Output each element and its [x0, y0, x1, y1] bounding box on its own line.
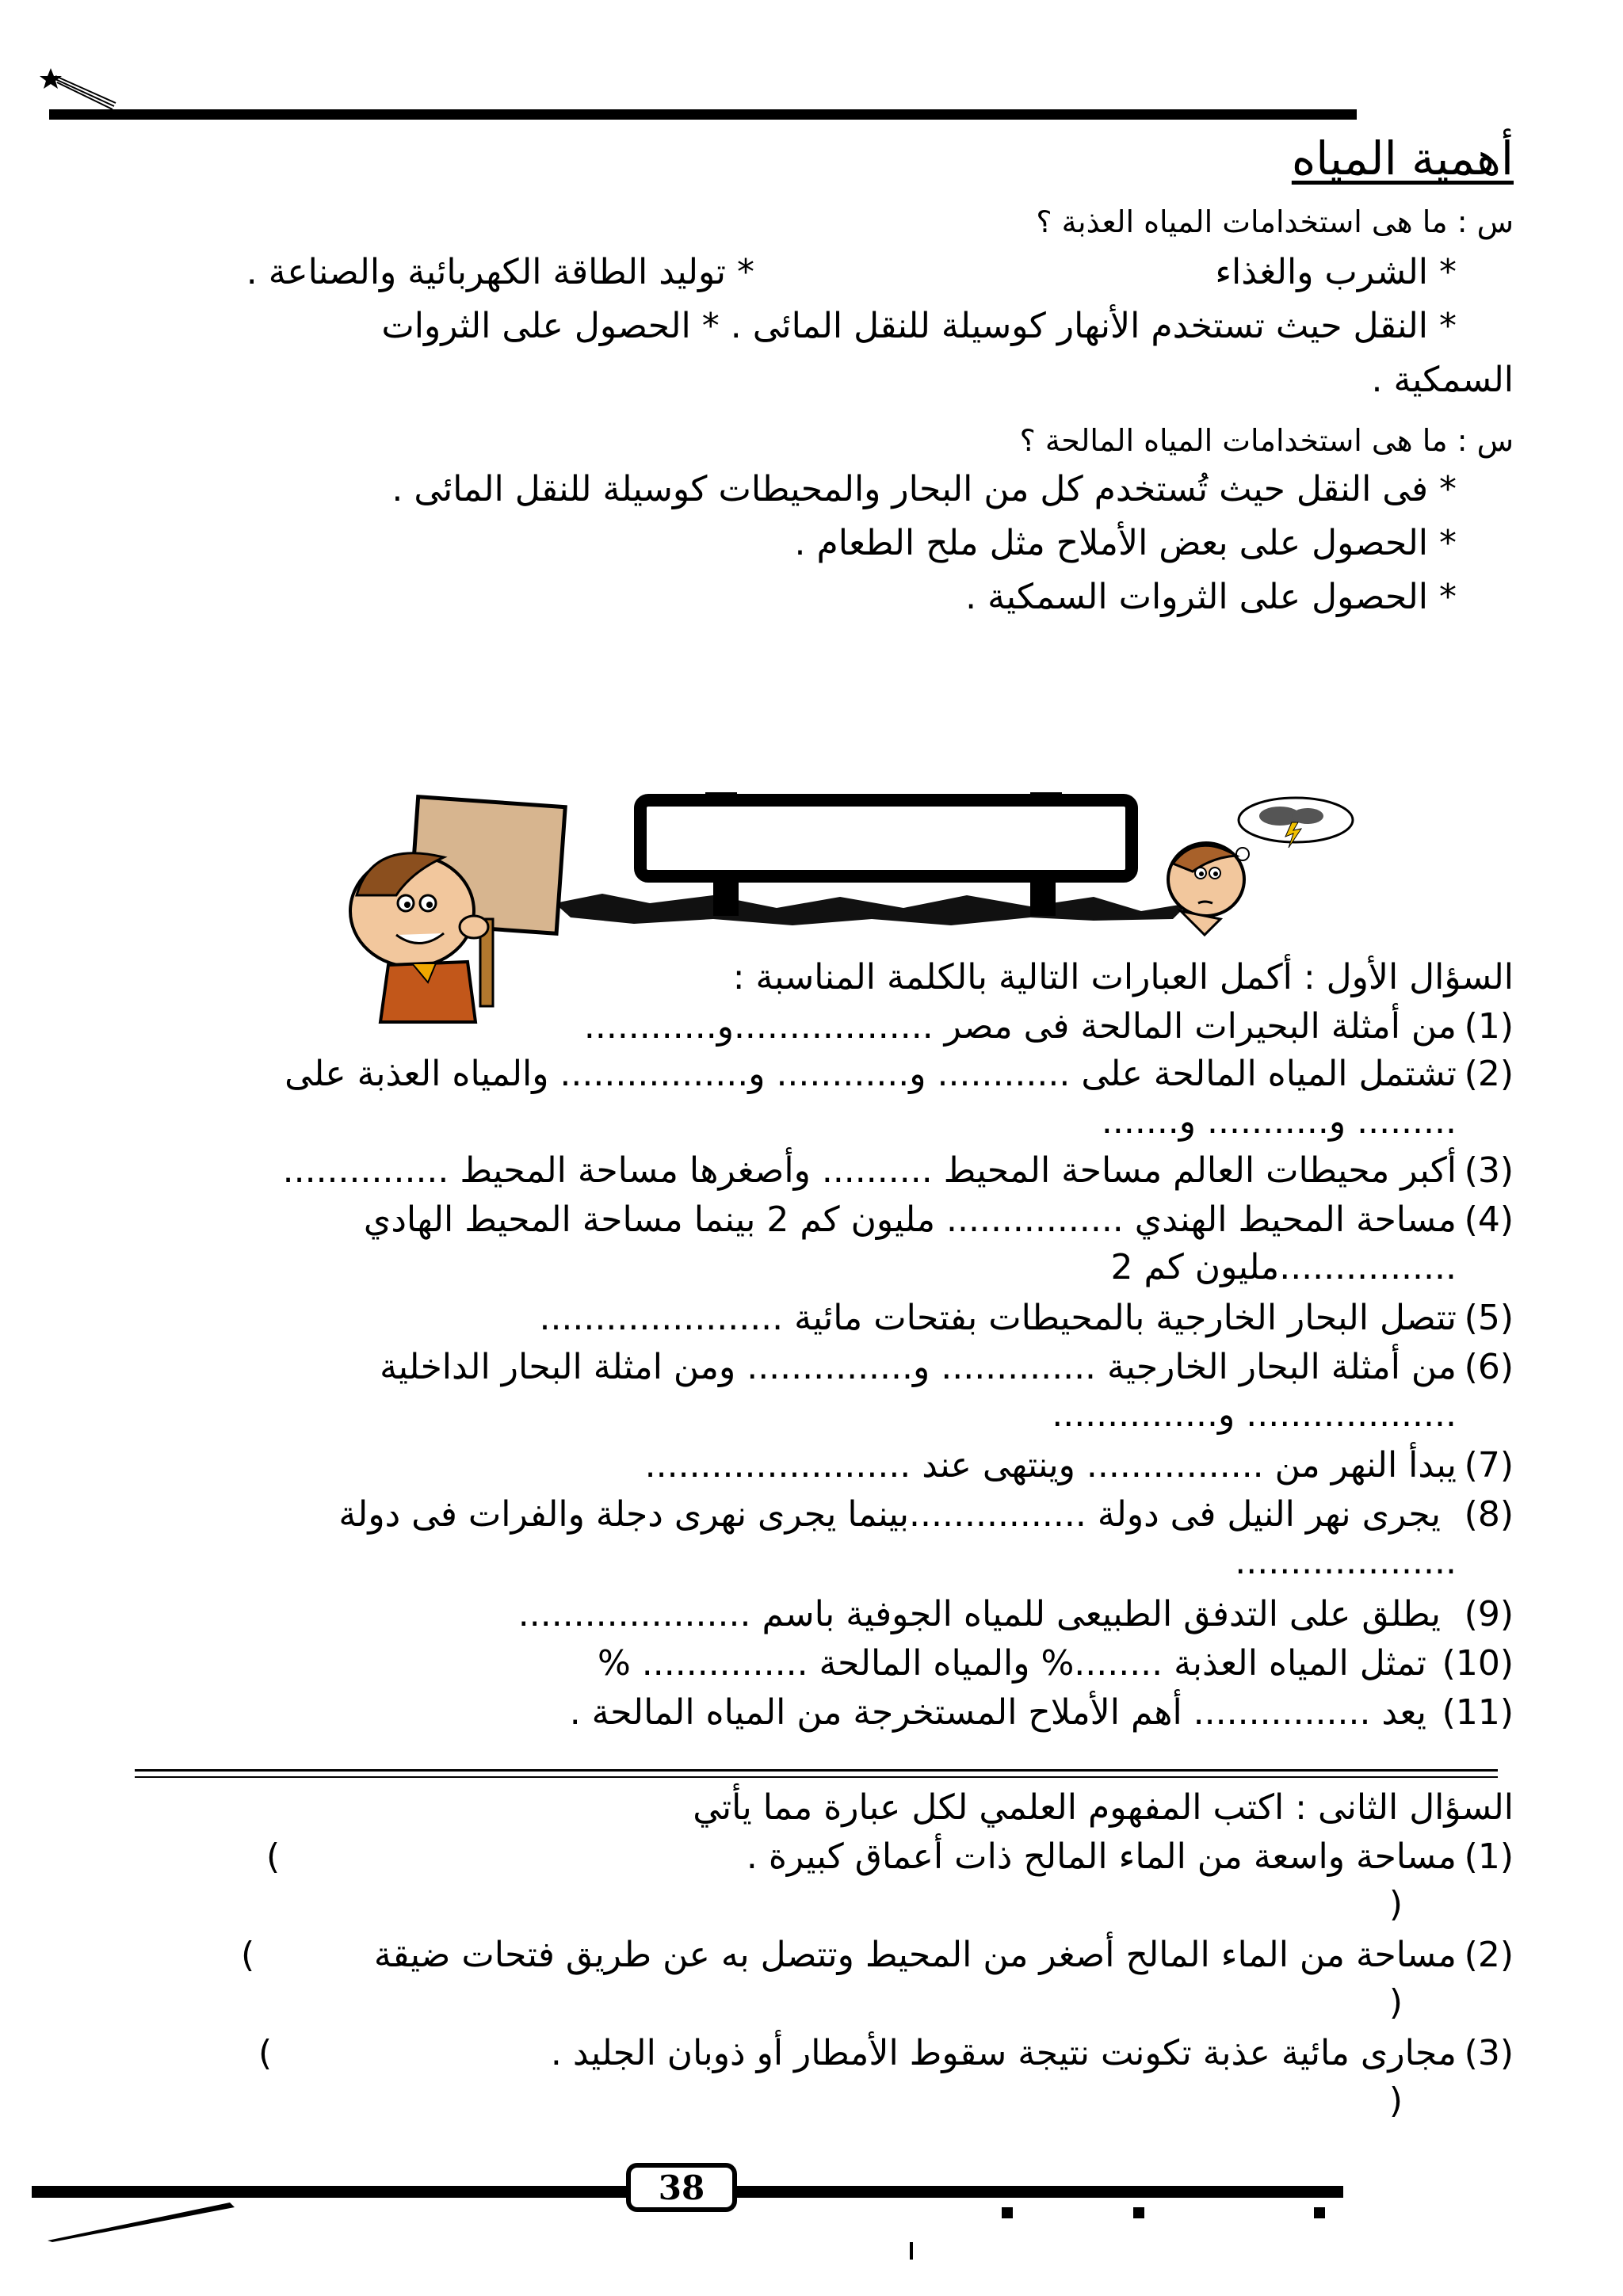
q1-item-continuation: .................... — [1235, 1542, 1457, 1582]
cartoon-illustration — [0, 784, 1623, 1038]
q1-heading: السؤال الأول : أكمل العبارات التالية بالكلمة المناسبة : — [732, 957, 1514, 997]
q1-item-number: (4) — [1464, 1199, 1514, 1240]
page-number-box — [626, 2163, 737, 2212]
fresh-answer-line-3: السمكية . — [1371, 360, 1514, 400]
section-divider — [135, 1769, 1498, 1772]
q1-item — [0, 1150, 1623, 1198]
answer-close-bracket: ) — [1388, 2081, 1403, 2121]
answer-close-bracket: ) — [1388, 1982, 1403, 2023]
footer-dot — [1002, 2207, 1013, 2218]
q1-item — [0, 1006, 1623, 1054]
footer-tick — [910, 2242, 913, 2260]
q1-item-number: (5) — [1464, 1298, 1514, 1338]
q1-item — [0, 1494, 1623, 1589]
q1-item-text: من أمثلة البحار الخارجية .............. و............... ومن امثلة البحار الداخلية — [380, 1347, 1457, 1387]
q2-item-number: (3) — [1464, 2033, 1514, 2073]
empty-sign-board — [640, 800, 1132, 876]
fresh-answer-drinking: * الشرب والغذاء — [1215, 252, 1457, 292]
q1-item-continuation: ......... و........... و....... — [1101, 1101, 1457, 1142]
q2-item — [0, 1935, 1623, 2030]
salt-answer-3: * الحصول على الثروات السمكية . — [965, 577, 1457, 617]
answer-open-bracket: ( — [258, 2033, 273, 2073]
fresh-water-question: س : ما هى استخدامات المياه العذبة ؟ — [1036, 204, 1514, 239]
top-rule — [49, 109, 1357, 120]
q1-item-text: يعد ................ أهم الأملاح المستخرجة من المياه المالحة . — [569, 1692, 1426, 1733]
answer-close-bracket: ) — [1388, 1884, 1403, 1924]
q1-item — [0, 1643, 1623, 1691]
salt-answer-1: * فى النقل حيث تُستخدم كل من البحار والمحيطات كوسيلة للنقل المائى . — [391, 469, 1457, 509]
q1-item-number: (7) — [1464, 1445, 1514, 1486]
q2-item — [0, 1836, 1623, 1932]
page-title: أهمية المياه — [1291, 132, 1514, 185]
answer-open-bracket: ( — [241, 1935, 255, 1975]
thinking-man-illustration — [1168, 798, 1353, 935]
q2-item-number: (1) — [1464, 1836, 1514, 1877]
q1-item-number: (1) — [1464, 1006, 1514, 1047]
q2-heading: السؤال الثانى : اكتب المفهوم العلمي لكل عبارة مما يأتي — [693, 1787, 1514, 1828]
q1-item — [0, 1199, 1623, 1295]
q1-item-number: (6) — [1464, 1347, 1514, 1387]
q1-item-number: (3) — [1464, 1150, 1514, 1191]
q1-item — [0, 1692, 1623, 1740]
q1-item — [0, 1054, 1623, 1149]
q2-item — [0, 2033, 1623, 2128]
salt-water-question: س : ما هى استخدامات المياه المالحة ؟ — [1019, 423, 1514, 458]
q2-item-text: مساحة من الماء المالح أصغر من المحيط وتتصل به عن طريق فتحات ضيقة — [373, 1935, 1457, 1975]
q2-item-text: مجارى مائية عذبة تكونت نتيجة سقوط الأمطار أو ذوبان الجليد . — [550, 2033, 1457, 2073]
q1-item — [0, 1594, 1623, 1642]
q1-item — [0, 1347, 1623, 1442]
answer-open-bracket: ( — [266, 1836, 281, 1877]
shooting-star-icon — [38, 62, 117, 109]
boy-holding-sign-illustration — [350, 797, 565, 1022]
q2-item-number: (2) — [1464, 1935, 1514, 1975]
q1-item-text: تتصل البحار الخارجية بالمحيطات بفتحات مائية ...................... — [539, 1298, 1457, 1338]
q1-item-number: (8) — [1464, 1494, 1514, 1535]
q1-item-number: (11) — [1442, 1692, 1514, 1733]
q1-item-continuation: ................مليون كم 2 — [1110, 1247, 1457, 1287]
q1-item-number: (10) — [1442, 1643, 1514, 1684]
q1-item-text: تشتمل المياه المالحة على ............ و............ و................. والمياه العذبة على — [285, 1054, 1457, 1094]
q1-item-text: مساحة المحيط الهندي ................ مليون كم 2 بينما مساحة المحيط الهادي — [363, 1199, 1457, 1240]
fresh-answer-electricity: * توليد الطاقة الكهربائية والصناعة . — [246, 252, 754, 292]
q1-item-text: يجرى نهر النيل فى دولة ................بينما يجرى نهرى دجلة والفرات فى دولة — [338, 1494, 1441, 1535]
q1-item-text: تمثل المياه العذبة ........% والمياه المالحة ............... % — [597, 1643, 1426, 1684]
q1-item-text: يبدأ النهر من ................ وينتهى عند ........................ — [644, 1445, 1457, 1486]
section-divider — [135, 1776, 1498, 1778]
footer-dot — [1314, 2207, 1325, 2218]
q1-item — [0, 1445, 1623, 1493]
q1-item-number: (9) — [1464, 1594, 1514, 1634]
q2-item-text: مساحة واسعة من الماء المالح ذات أعماق كبيرة . — [746, 1836, 1457, 1877]
footer-slash-decoration — [48, 2203, 238, 2242]
q1-item-continuation: ................... و............... — [1052, 1394, 1457, 1435]
q1-item-number: (2) — [1464, 1054, 1514, 1094]
q1-item-text: يطلق على التدفق الطبيعى للمياه الجوفية باسم ..................... — [517, 1594, 1441, 1634]
q1-item-text: أكبر محيطات العالم مساحة المحيط .......... وأصغرها مساحة المحيط ............... — [282, 1150, 1457, 1191]
salt-answer-2: * الحصول على بعض الأملاح مثل ملح الطعام . — [794, 523, 1457, 563]
fresh-answer-line-2: * النقل حيث تستخدم الأنهار كوسيلة للنقل المائى . * الحصول على الثروات — [381, 306, 1457, 346]
page-number: 38 — [658, 2168, 705, 2207]
q1-item — [0, 1298, 1623, 1345]
footer-dot — [1133, 2207, 1144, 2218]
q1-item-text: من أمثلة البحيرات المالحة فى مصر ..................و............ — [583, 1006, 1457, 1047]
